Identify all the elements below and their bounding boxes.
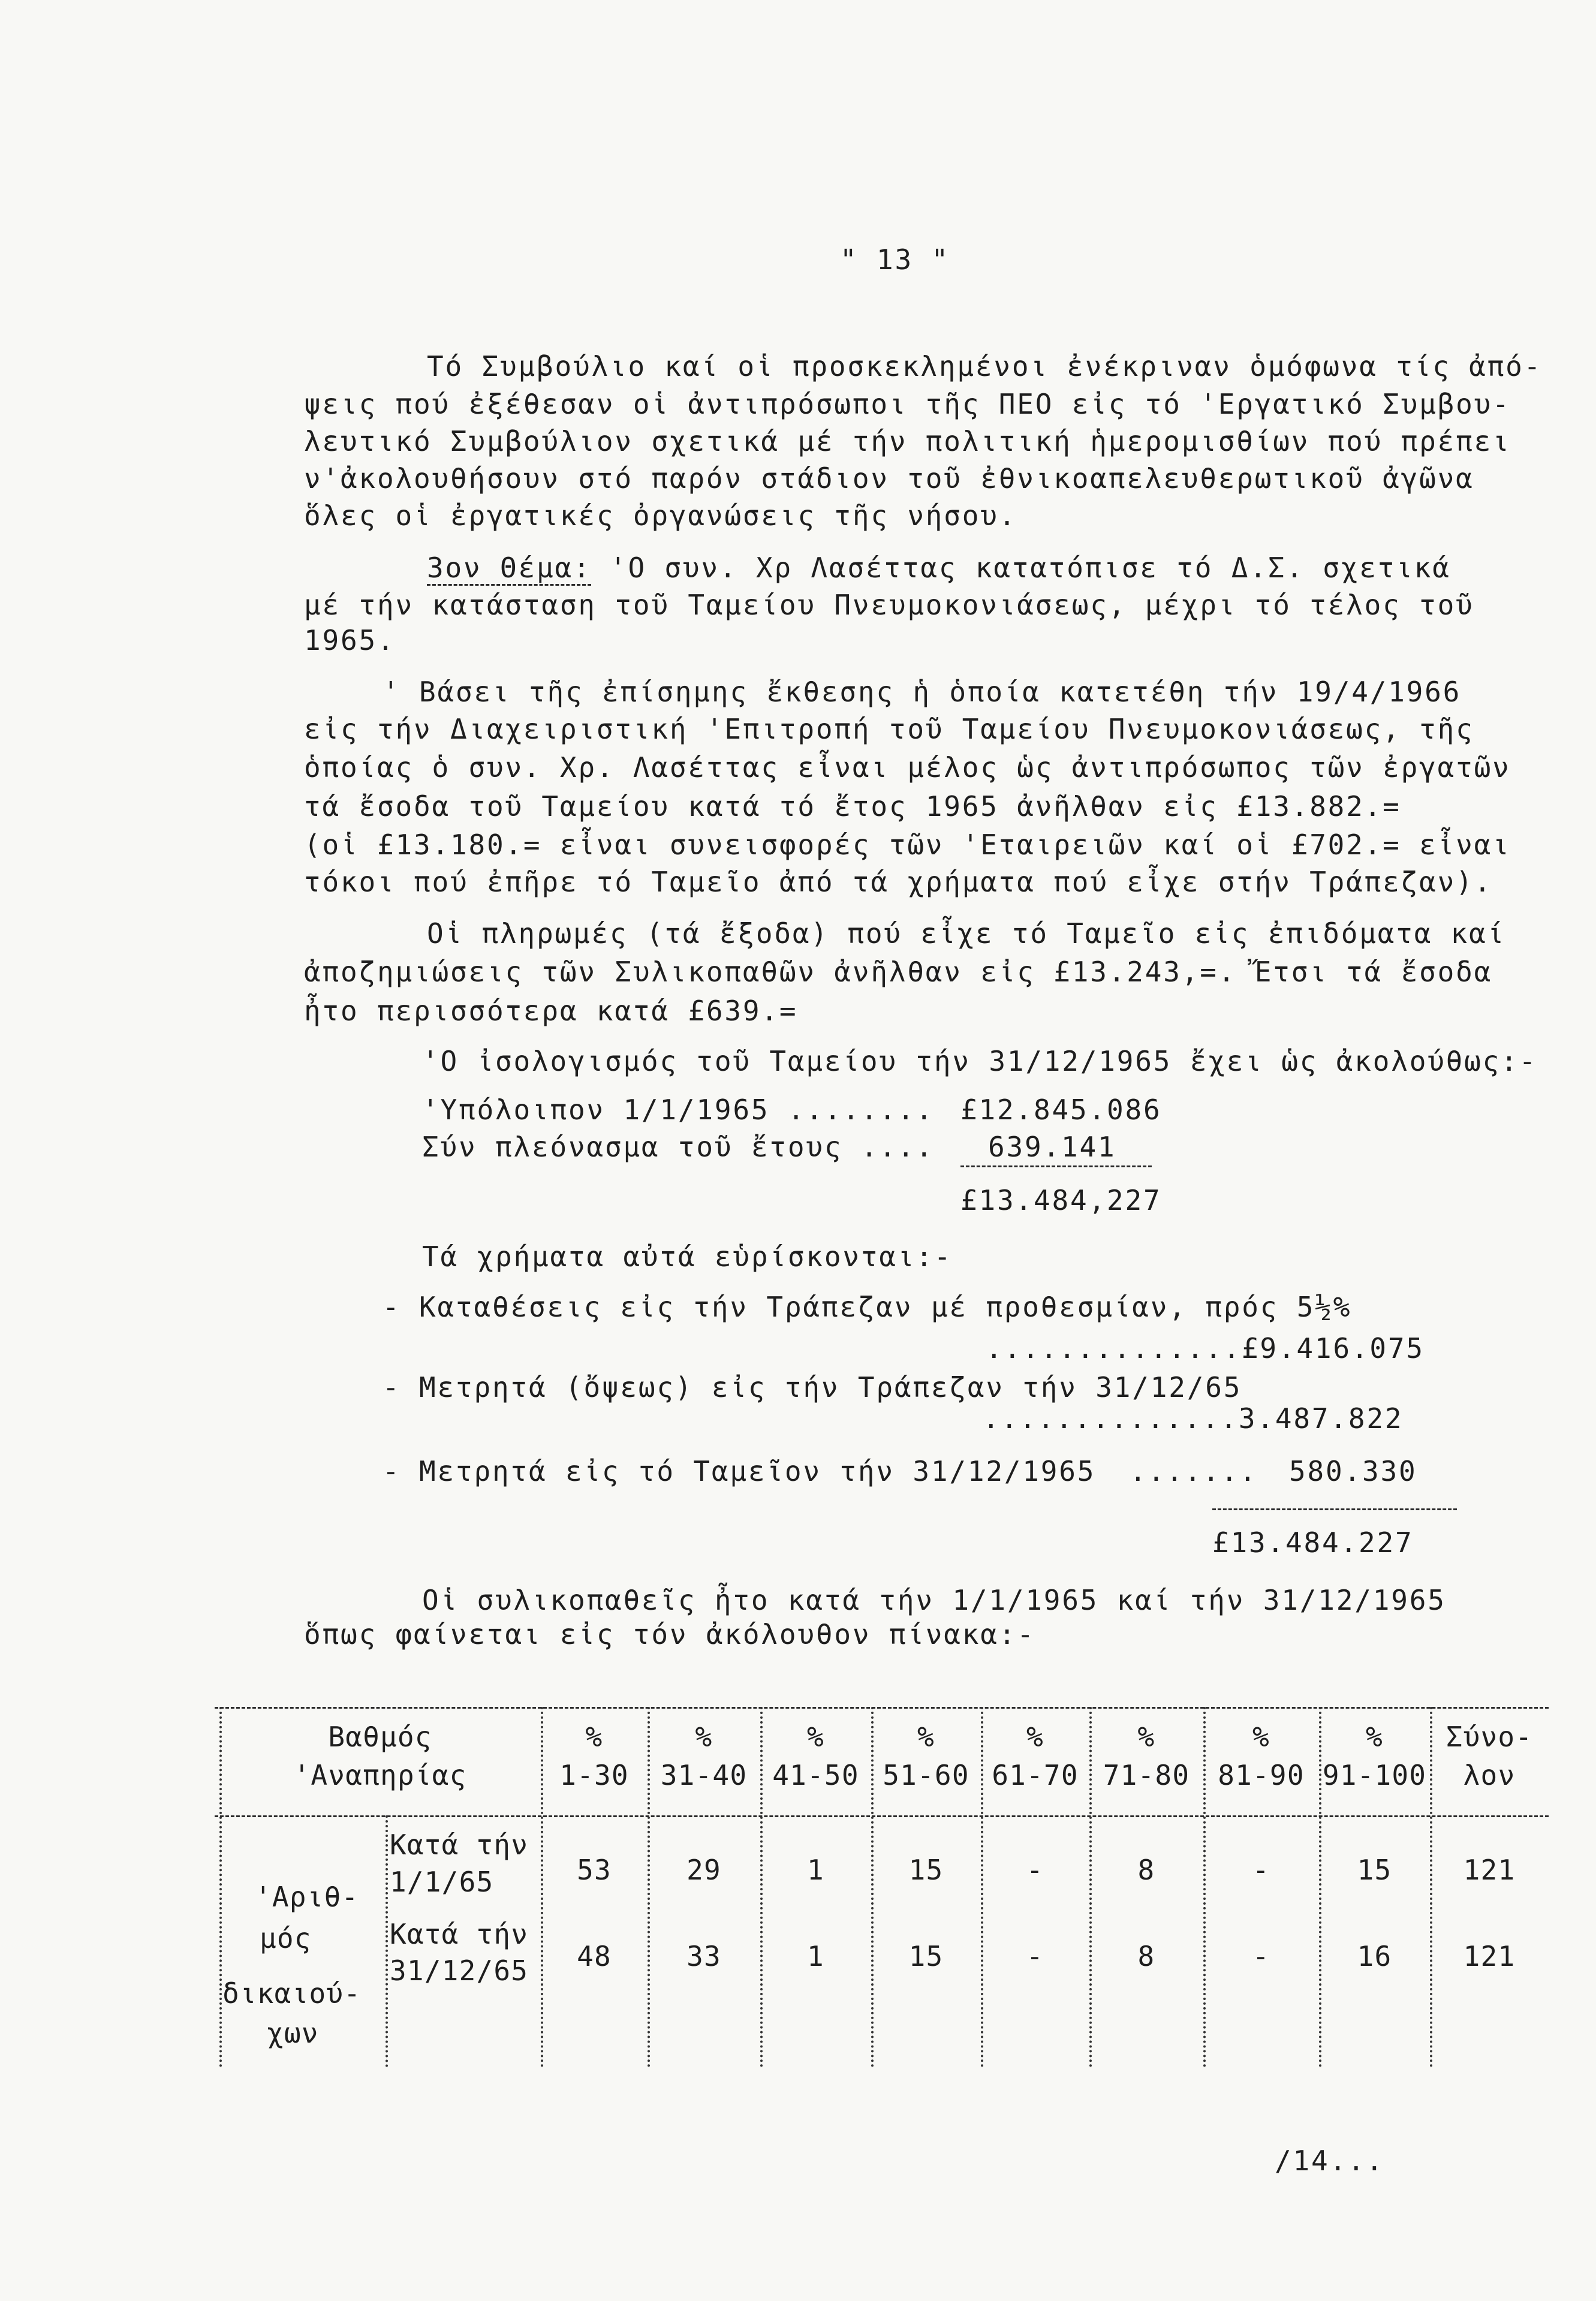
row-label: 1/1/65 (390, 1866, 494, 1898)
topic-heading: 3ον Θέμα: (427, 552, 591, 586)
column-header-pct: % (1366, 1721, 1383, 1753)
text-line: τόκοι πού ἐπῆρε τό Ταμεῖο ἀπό τά χρήματα πού εἶχε στήν Τράπεζαν). (304, 866, 1493, 898)
row-group-label: μός (260, 1922, 312, 1954)
row-label: Κατά τήν (390, 1918, 529, 1950)
page-number-header: " 13 " (840, 243, 950, 276)
next-page-marker: /14... (1275, 2145, 1384, 2177)
row-label: 31/12/65 (390, 1954, 529, 1987)
text-line: ἀποζημιώσεις τῶν Συλικοπαθῶν ἀνῆλθαν εἰς £13.243,=. Ἔτσι τά ἔσοδα (304, 956, 1493, 988)
ledger-label: Σύν πλεόνασμα τοῦ ἔτους .... (422, 1131, 934, 1163)
table-cell: 8 (1137, 1940, 1155, 1972)
text-line: ὅπως φαίνεται εἰς τόν ἀκόλουθον πίνακα:- (304, 1618, 1035, 1651)
ledger-label: 'Υπόλοιπον 1/1/1965 ........ (422, 1094, 934, 1126)
column-header-range: 51-60 (883, 1759, 969, 1791)
table-cell-total: 121 (1463, 1854, 1516, 1886)
text-line: ὅλες οἱ ἐργατικές ὀργανώσεις τῆς νήσου. (304, 499, 1017, 532)
column-header-range: 81-90 (1218, 1759, 1305, 1791)
column-header-total: λον (1463, 1759, 1516, 1791)
text-line: εἰς τήν Διαχειριστική 'Επιτροπή τοῦ Ταμείου Πνευμοκονιάσεως, τῆς (304, 713, 1474, 745)
table-cell: 33 (686, 1940, 721, 1972)
ledger-total: £13.484,227 (960, 1184, 1162, 1216)
column-header-range: 31-40 (660, 1759, 748, 1791)
claimants-table (215, 1707, 1549, 2067)
text-line: ὁποίας ὁ συν. Χρ. Λασέττας εἶναι μέλος ὡς ἀντιπρόσωπος τῶν ἐργατῶν (304, 751, 1511, 784)
table-cell: - (1026, 1940, 1044, 1972)
table-header-label: Βαθμός (328, 1721, 432, 1753)
table-cell: 48 (577, 1940, 612, 1972)
table-cell: 16 (1357, 1940, 1392, 1972)
dot-leader: ....... (1130, 1455, 1258, 1487)
table-cell: 15 (908, 1854, 944, 1886)
column-header-pct: % (585, 1721, 603, 1753)
text-line: ν'ἀκολουθήσουν στό παρόν στάδιον τοῦ ἐθνικοαπελευθερωτικοῦ ἀγῶνα (304, 462, 1474, 495)
row-group-label: 'Αριθ- (255, 1881, 359, 1913)
dot-leader: .............. (983, 1402, 1239, 1435)
text-line: λευτικό Συμβούλιον σχετικά μέ τήν πολιτική ἡμερομισθίων πού πρέπει (304, 425, 1511, 457)
column-divider (386, 1815, 388, 2067)
table-cell: 29 (686, 1854, 721, 1886)
table-cell: - (1026, 1854, 1044, 1886)
column-header-pct: % (1137, 1721, 1155, 1753)
funds-item-label: - Μετρητά (ὄψεως) εἰς τήν Τράπεζαν τήν 31/12/65 (383, 1371, 1242, 1404)
table-cell-total: 121 (1463, 1940, 1516, 1972)
text-line: ἦτο περισσότερα κατά £639.= (304, 995, 798, 1027)
topic-first-line: 'Ο συν. Χρ Λασέττας κατατόπισε τό Δ.Σ. σχετικά (591, 552, 1451, 584)
text-line: ' Βάσει τῆς ἐπίσημης ἔκθεσης ἡ ὁποία κατετέθη τήν 19/4/1966 (383, 676, 1462, 708)
funds-item-amount (983, 1400, 1403, 1437)
text-line: (οἱ £13.180.= εἶναι συνεισφορές τῶν 'Εταιρειῶν καί οἱ £702.= εἶναι (304, 829, 1511, 861)
row-label: Κατά τήν (390, 1829, 529, 1861)
text-line: μέ τήν κατάσταση τοῦ Ταμείου Πνευμοκονιάσεως, μέχρι τό τέλος τοῦ (304, 589, 1474, 621)
table-cell: 1 (807, 1854, 824, 1886)
funds-intro: Τά χρήματα αὐτά εὑρίσκονται:- (422, 1240, 953, 1273)
row-group-label: χων (267, 2017, 319, 2049)
table-cell: - (1252, 1940, 1270, 1972)
table-cell: 15 (1357, 1854, 1392, 1886)
funds-item-value: £9.416.075 (1241, 1332, 1425, 1365)
column-header-pct: % (695, 1721, 713, 1753)
ledger-value-underlined: 639.141 (960, 1128, 1152, 1167)
dot-leader: .............. (986, 1332, 1242, 1365)
column-header-pct: % (807, 1721, 824, 1753)
table-cell: 8 (1137, 1854, 1155, 1886)
column-header-total: Σύνο- (1446, 1721, 1533, 1753)
column-header-range: 91-100 (1322, 1759, 1427, 1791)
funds-total: £13.484.227 (1212, 1526, 1414, 1559)
ledger-value: £12.845.086 (960, 1094, 1162, 1126)
text-line: 1965. (304, 624, 396, 656)
sum-rule (1212, 1508, 1457, 1510)
text-line: Τό Συμβούλιο καί οἱ προσκεκλημένοι ἐνέκριναν ὁμόφωνα τίς ἀπό- (427, 350, 1543, 383)
table-cell: 1 (807, 1940, 824, 1972)
funds-item-label: - Καταθέσεις εἰς τήν Τράπεζαν μέ προθεσμίαν, πρός 5½% (383, 1291, 1352, 1323)
text-line: Οἱ συλικοπαθεῖς ἦτο κατά τήν 1/1/1965 καί τήν 31/12/1965 (422, 1584, 1446, 1616)
balance-intro: 'Ο ἰσολογισμός τοῦ Ταμείου τήν 31/12/1965 ἔχει ὡς ἀκολούθως:- (422, 1045, 1538, 1077)
table-cell: - (1252, 1854, 1270, 1886)
text-line: ψεις πού ἐξέθεσαν οἱ ἀντιπρόσωποι τῆς ΠΕΟ εἰς τό 'Εργατικό Συμβου- (304, 388, 1511, 420)
funds-item-label: - Μετρητά εἰς τό Ταμεῖον τήν 31/12/1965 (383, 1455, 1096, 1487)
funds-item-value: 580.330 (1289, 1455, 1417, 1487)
table-cell: 15 (908, 1940, 944, 1972)
table-header-rule (215, 1815, 1549, 1817)
text-line: τά ἔσοδα τοῦ Ταμείου κατά τό ἔτος 1965 ἀνῆλθαν εἰς £13.882.= (304, 790, 1401, 823)
column-header-pct: % (1026, 1721, 1044, 1753)
table-top-rule (215, 1707, 1549, 1709)
column-header-pct: % (917, 1721, 935, 1753)
text-line: Οἱ πληρωμές (τά ἔξοδα) πού εἶχε τό Ταμεῖο εἰς ἐπιδόματα καί (427, 917, 1506, 950)
funds-item-value: 3.487.822 (1238, 1402, 1404, 1435)
column-header-range: 1-30 (559, 1759, 629, 1791)
column-header-range: 41-50 (772, 1759, 859, 1791)
table-cell: 53 (577, 1854, 612, 1886)
column-header-range: 71-80 (1103, 1759, 1190, 1791)
column-header-range: 61-70 (992, 1759, 1079, 1791)
funds-item-amount (986, 1330, 1425, 1367)
column-header-pct: % (1252, 1721, 1270, 1753)
text-line (427, 549, 1451, 586)
row-group-label: δικαιού- (222, 1977, 362, 2010)
table-header-label: 'Αναπηρίας (293, 1759, 467, 1791)
